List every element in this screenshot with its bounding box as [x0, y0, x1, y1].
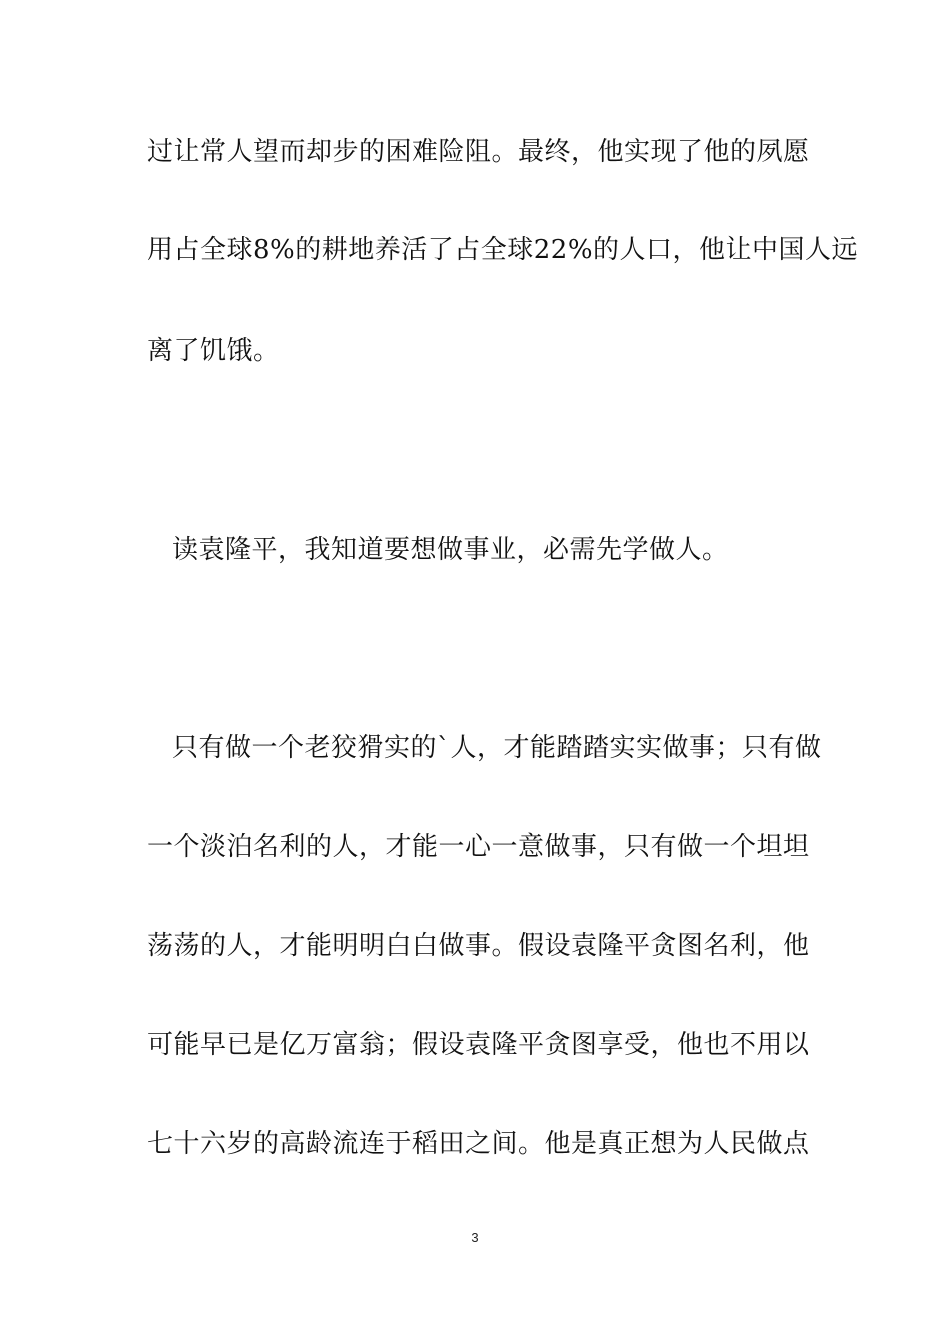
page-number: 3 — [471, 1230, 479, 1245]
text-line: 只有做一个老狡猾实的`人，才能踏踏实实做事；只有做 — [172, 733, 822, 763]
text-line: 可能早已是亿万富翁；假设袁隆平贪图享受，他也不用以 — [147, 1030, 810, 1060]
text-line: 荡荡的人，才能明明白白做事。假设袁隆平贪图名利，他 — [147, 931, 810, 961]
text-line: 一个淡泊名利的人，才能一心一意做事，只有做一个坦坦 — [147, 832, 810, 862]
text-line: 离了饥饿。 — [147, 336, 280, 366]
text-line: 用占全球8%的耕地养活了占全球22%的人口，他让中国人远 — [147, 235, 859, 265]
text-line: 读袁隆平，我知道要想做事业，必需先学做人。 — [172, 535, 729, 565]
text-line: 过让常人望而却步的困难险阻。最终，他实现了他的夙愿 — [147, 137, 810, 167]
text-line: 七十六岁的高龄流连于稻田之间。他是真正想为人民做点 — [147, 1129, 810, 1159]
